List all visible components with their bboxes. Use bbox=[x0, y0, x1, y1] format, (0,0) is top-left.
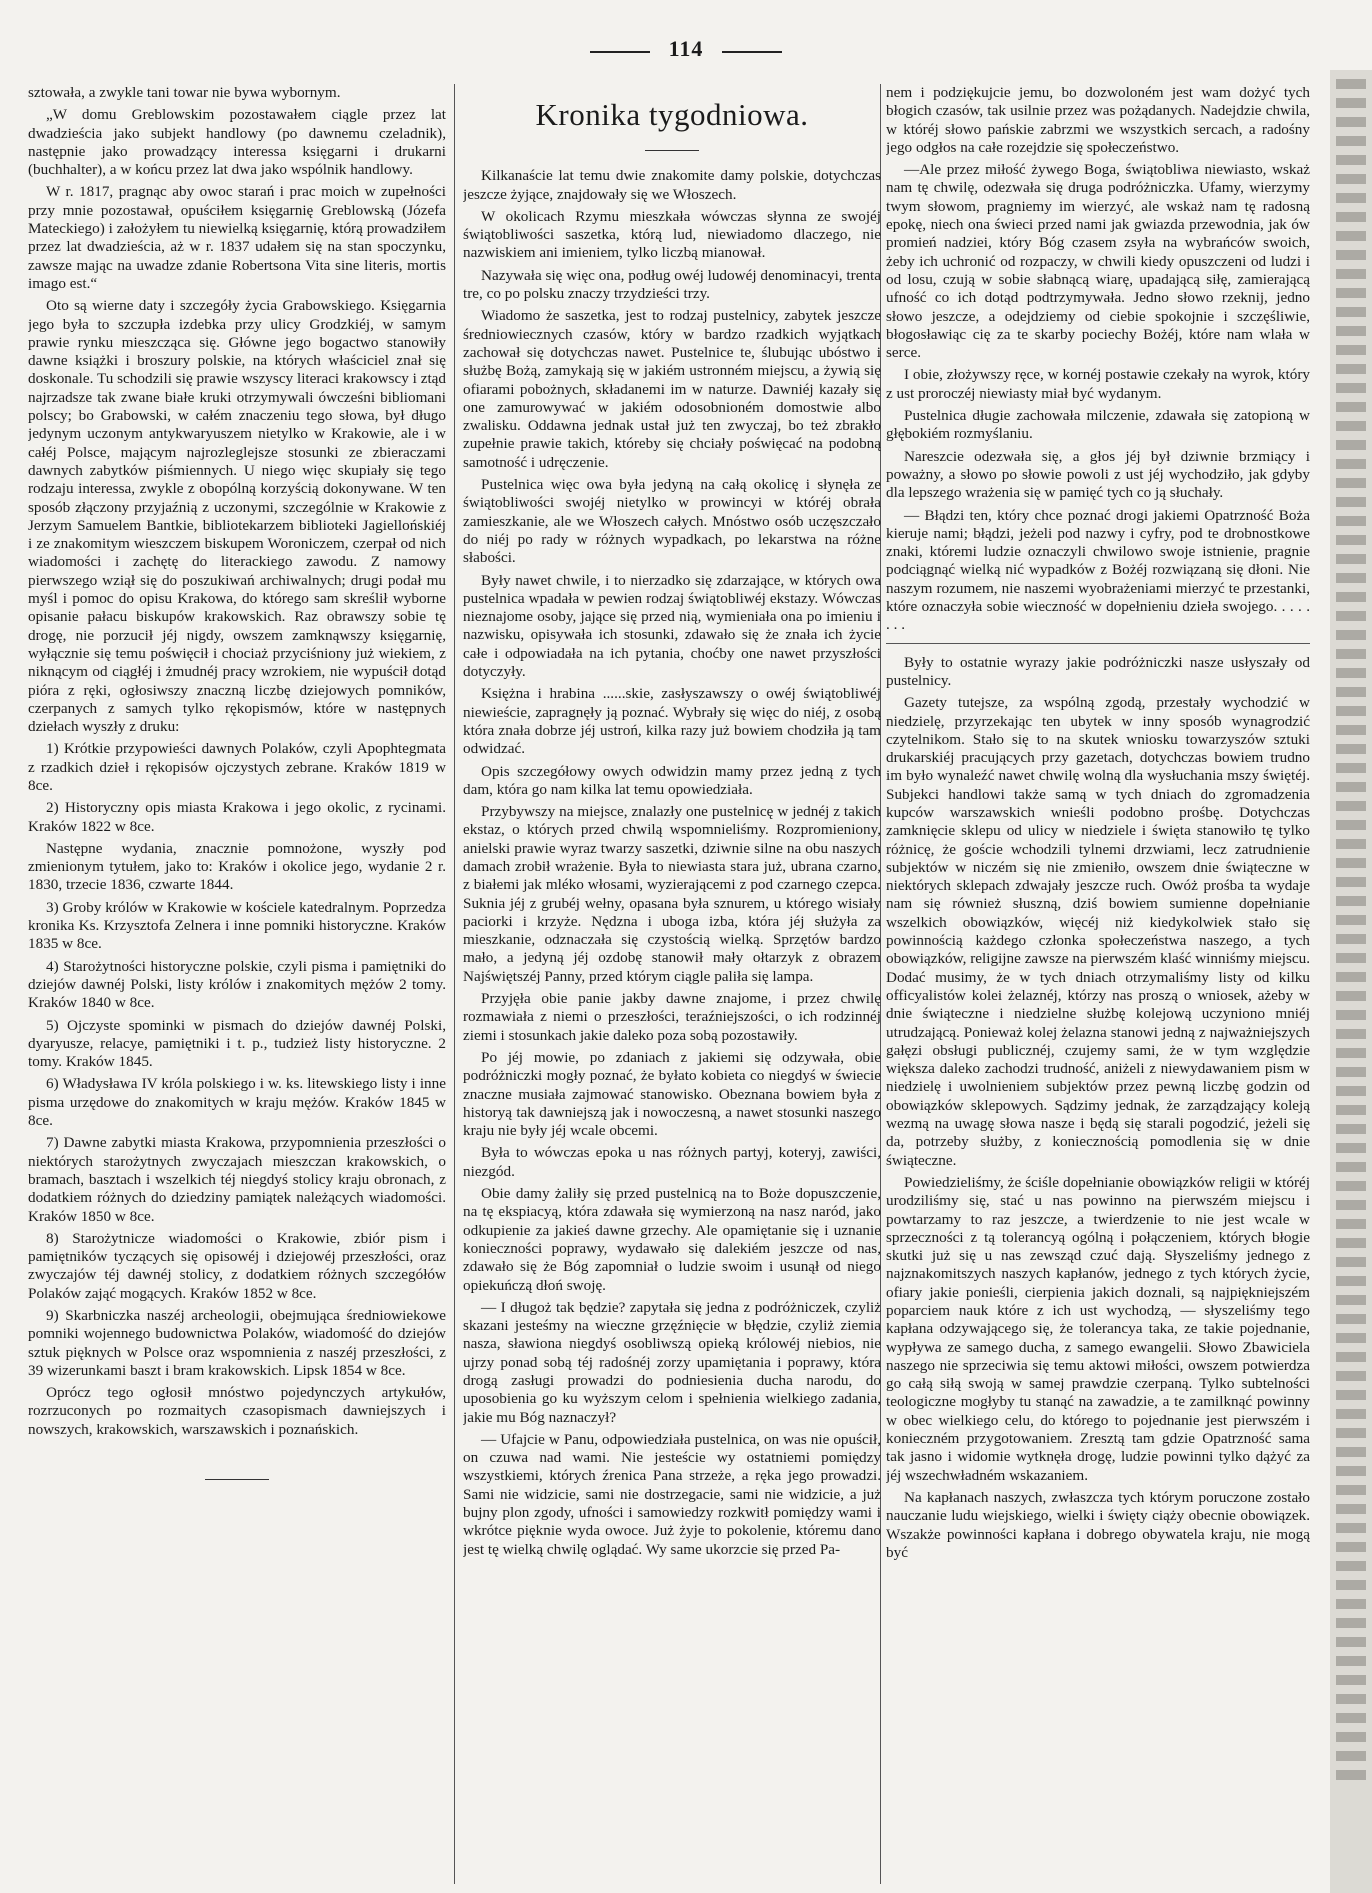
paragraph: Oprócz tego ogłosił mnóstwo pojedynczych artykułów, rozrzuconych po rozmaitych czasopismach dawniejszych i nowszych, krakowskich, warszawskich i poznańskich. bbox=[28, 1384, 446, 1438]
paragraph: Opis szczegółowy owych odwidzin mamy przez jedną z tych dam, która go nam kilka lat temu opowiedziała. bbox=[463, 762, 881, 798]
paragraph: — I długoż tak będzie? zapytała się jedna z podróżniczek, czyliż skazani jesteśmy na wieczne grzęźnięcie w błędzie, czyliż ziemia nasza, sławiona niegdyś osobliwszą opieką królowéj niebios, nie ujrzy ponad sobą téj radośnéj zorzy upamiętania i poprawy, która drogą zasługi prowadzi do podniesienia ducha narodu, do uposobienia go ku wyższym celom i spełnienia wielkiego zadania, jakie mu Bóg naznaczył? bbox=[463, 1298, 881, 1426]
section-divider bbox=[886, 643, 1310, 644]
paragraph: Była to wówczas epoka u nas różnych partyj, koteryj, zawiści, niezgód. bbox=[463, 1144, 881, 1180]
paragraph: — Ufajcie w Panu, odpowiedziała pustelnica, on was nie opuścił, on czuwa nad wami. Nie jesteście wy ostatniemi pomiędzy wszystkiemi, których źrenica Pana strzeże, a ręka jego prowadzi. Sami nie widzicie, sami nie dostrzegacie, sami nie widzicie, a już bujny plon zgody, ufności i samowiedzy rozkwitł pomiędzy wami i wkrótce pięknie wyda owoce. Już żyje to pokolenie, któremu dano jest tę wielką chwilę oglądać. Wy same ukorzcie się przed Pa- bbox=[463, 1430, 881, 1558]
paragraph: nem i podziękujcie jemu, bo dozwoloném jest wam dożyć tych błogich czasów, tak usilnie przez was pożądanych. Nadejdzie chwila, w któréj słowo pańskie zabrzmi we wszystkich sercach, a radośny jego odgłos na całe rozejdzie się społeczeństwo. bbox=[886, 84, 1310, 156]
paragraph: Kilkanaście lat temu dwie znakomite damy polskie, dotychczas jeszcze żyjące, znajdowały się we Włoszech. bbox=[463, 167, 881, 203]
paragraph: Księżna i hrabina ......skie, zasłyszawszy o owéj świątobliwéj niewieście, zapragnęły ją poznać. Wybrały się więc do niéj, z osobą która znała dobrze jéj ustroń, kilka razy już bowiem chodziła ją tam odwidzać. bbox=[463, 685, 881, 758]
paragraph: 1) Krótkie przypowieści dawnych Polaków, czyli Apophtegmata z rzadkich dzieł i rękopisów ojczystych zebrane. Kraków 1819 w 8ce. bbox=[28, 740, 446, 794]
paragraph: I obie, złożywszy ręce, w kornéj postawie czekały na wyrok, który z ust proroczéj niewiasty miał być wydanym. bbox=[886, 366, 1310, 402]
paragraph: W r. 1817, pragnąc aby owoc starań i prac moich w zupełności przy mnie pozostawał, opuściłem księgarnię Greblowską (Józefa Mateckiego) i założyłem tu niewielką księgarnię, którą prowadziłem przez lat dwadzieścia, aż w r. 1837 udałem się na stan spoczynku, zawsze mając na uwadze zdanie Robertsona Vita sine literis, mortis imago est.“ bbox=[28, 183, 446, 292]
paragraph: 2) Historyczny opis miasta Krakowa i jego okolic, z rycinami. Kraków 1822 w 8ce. bbox=[28, 799, 446, 835]
header-dash-right bbox=[722, 51, 782, 53]
paragraph: —Ale przez miłość żywego Boga, świątobliwa niewiasto, wskaż nam tę chwilę, odezwała się druga podróżniczka. Ufamy, wierzymy twym słowom, pragniemy im wierzyć, ale wskaż nam tę radosną epokę, niech ona świeci przed nami jak gwiazda przewodnia, jak ów promień nadziei, który Bóg czasem zsyła na wybrańców swoich, żeby ich uchronić od rozpaczy, w chwili kiedy opuszczeni od ludzi i od losu, czują w sobie słabnącą wiarę, upadającą siłę, zamierającą ufność co ich dotąd podtrzymywała. Jedno słowo rzeknij, jedno słowo jeszcze, a odejdziemy od ciebie spokojnie i szczęśliwie, błogosławiąc cię za te skarby pociechy Bożéj, które nam wlała w serce. bbox=[886, 161, 1310, 362]
paragraph: Powiedzieliśmy, że ściśle dopełnianie obowiązków religii w któréj urodziliśmy się, stać u nas powinno na pierwszém miejscu i powtarzamy to raz jeszcze, a twierdzenie to nie jest wcale w sprzeczności z tą tolerancyą ogólną i połączeniem, których błogie skutki już się u nas zewsząd czuć dają. Słyszeliśmy jednego z najznakomitszych naszych kapłanów, jednego z tych których życie, ofiary jakie ponieśli, cierpienia jakich doznali, są najpiękniejszém poparciem nauk które z ich ust wychodzą, — słyszeliśmy tego kapłana odzywającego się, że tolerancya taka, ze takie pojednanie, wypływa ze samego ducha, z samego ewangelii. Słowo Zbawiciela naszego nie sprzeciwia się temu aktowi miłości, owszem potwierdza go całą siłą swoją w samej prawdzie czerpaną. Tylko subtelności teologiczne mogłyby tu stanąć na zawadzie, a te zamilknąć powinny w obec wielkiego celu, do którego to pojednanie jest pierwszém i konieczném przygotowaniem. Zresztą tam gdzie Opatrzność sama tak jasno i widomie wytknęła drogę, ludzie powinni tylko dążyć za jéj wszechwładném wskazaniem. bbox=[886, 1173, 1310, 1484]
paragraph: 3) Groby królów w Krakowie w kościele katedralnym. Poprzedza kronika Ks. Krzysztofa Zelnera i inne pomniki historyczne. Kraków 1835 w 8ce. bbox=[28, 898, 446, 953]
paragraph: Nareszcie odezwała się, a głos jéj był dziwnie brzmiący i poważny, a słowo po słowie powoli z ust jéj wychodziło, jak gdyby dla lepszego wrażenia się w pamięć tych co ją słuchały. bbox=[886, 447, 1310, 502]
paragraph: Pustelnica długie zachowała milczenie, zdawała się zatopioną w głębokiém rozmyślaniu. bbox=[886, 407, 1310, 443]
paragraph: 8) Starożytnicze wiadomości o Krakowie, zbiór pism i pamiętników tyczących się opisowéj i dziejowéj przeszłości, oraz zwyczajów téj dawnéj stolicy, z dodatkiem różnych szczegółów Polaków zająć mogących. Kraków 1852 w 8ce. bbox=[28, 1229, 446, 1302]
paragraph: — Błądzi ten, który chce poznać drogi jakiemi Opatrzność Boża kieruje nami; błądzi, jeżeli pod nazwy i cyfry, pod te drobnostkowe znaki, któremi ludzie oznaczyli chwilowo swoje istnienie, pragnie podciągnąć wielką nić wypadków z Bożéj rozwiązaną się dłoni. Nie naszym rozumem, nie naszemi wyobrażeniami mierzyć te przestanki, które oznaczyła sobie wieczność w dopełnieniu dzieła swojego. . . . . . . . bbox=[886, 506, 1310, 634]
paragraph: Następne wydania, znacznie pomnożone, wyszły pod zmienionym tytułem, jako to: Kraków i okolice jego, wydanie 2 r. 1830, trzecie 1836, czwarte 1844. bbox=[28, 839, 446, 894]
title-rule bbox=[645, 150, 699, 151]
header-dash-left bbox=[590, 51, 650, 53]
paragraph: sztowała, a zwykle tani towar nie bywa wybornym. bbox=[28, 84, 341, 101]
paragraph: „W domu Greblowskim pozostawałem ciągle przez lat dwadzieścia jako subjekt handlowy (po dawnemu czeladnik), następnie jako prowadzący interessa księgarni i drukarni (buchhalter), a w końcu przez lat dwa jako wspólnik handlowy. bbox=[28, 106, 446, 179]
column-rule-left bbox=[454, 84, 455, 1884]
paragraph: Były to ostatnie wyrazy jakie podróżniczki nasze usłyszały od pustelnicy. bbox=[886, 653, 1310, 689]
paragraph: 9) Skarbniczka naszéj archeologii, obejmująca średniowiekowe pomniki wojennego budownictwa Polaków, wiadomość do dziejów sztuk pięknych w Polsce oraz wspomnienia z naszéj przeszłości, z 39 wizerunkami baszt i bram krakowskich. Lipsk 1854 w 8ce. bbox=[28, 1307, 446, 1379]
paragraph: Obie damy żaliły się przed pustelnicą na to Boże dopuszczenie, na tę ekspiacyą, która zdawała się wymierzoną na nasz naród, jako odkupienie za jakieś dawne grzechy. Ale opamiętanie się i uznanie konieczności poprawy, wydawało się dalekiém jeszcze od nas, zdawało się że Bóg zapomniał o ludzie swoim i usunął od niego opiekuńczą dłoń swoję. bbox=[463, 1185, 881, 1294]
paragraph: Nazywała się więc ona, podług owéj ludowéj denominacyi, trenta tre, co po polsku znaczy trzydzieści trzy. bbox=[463, 266, 881, 303]
section-end-rule bbox=[205, 1479, 269, 1480]
section-title: Kronika tygodniowa. bbox=[535, 97, 809, 132]
paragraph: Po jéj mowie, po zdaniach z jakiemi się odzywała, obie podróżniczki mogły poznać, że byłato kobieta co niegdyś w świecie znaczne musiała zajmować stanowisko. Obeznana bowiem była z historyą tak dawniejszą jak i nowoczesną, a nawet stosunki naszego kraju nie były jéj wcale obcemi. bbox=[463, 1048, 881, 1140]
page-header bbox=[0, 36, 1372, 62]
paragraph: Przyjęła obie panie jakby dawne znajome, i przez chwilę rozmawiała z niemi o przeszłości, teraźniejszości, o ich rodzinnéj ziemi i stosunkach jakie daleko poza sobą pozostawiły. bbox=[463, 990, 881, 1044]
paragraph: Były nawet chwile, i to nierzadko się zdarzające, w których owa pustelnica wpadała w pewien rodzaj świątobliwéj ekstazy. Wówczas nieznajome osoby, jające się przed nią, wymieniała ona po imieniu i nazwisku, opisywała ich stosunki, zdawało się że znała ich życie całe i odpowiadała na ich pytania, choćby one nawet przyszłości dotyczyły. bbox=[463, 571, 881, 681]
paragraph: Wiadomo że saszetka, jest to rodzaj pustelnicy, zabytek jeszcze średniowiecznych czasów, który w bardzo rzadkich wyjątkach zachował się dotychczas nawet. Pustelnice te, ślubując ubóstwo i służbę Bożą, zamykają się w jakiém ustronném miejscu, a żywią się ofiarami pobożnych, składanemi im w naturze. Dawniéj kazały się one zamurowywać w jakiém odosobnioném domostwie albo zwalisku. Oddawna jednak ustał już ten zwyczaj, bo też zbrakło zupełnie prawie takich, któreby się chciały poświęcać na podobną samotność i udręczenie. bbox=[463, 307, 881, 471]
paragraph: 6) Władysława IV króla polskiego i w. ks. litewskiego listy i inne pisma urzędowe do znakomitych w kraju mężów. Kraków 1845 w 8ce. bbox=[28, 1075, 446, 1130]
column-right bbox=[886, 84, 1310, 1884]
paragraph: 4) Starożytności historyczne polskie, czyli pisma i pamiętniki do dziejów dawnéj Polski, listy królów i znakomitych mężów 2 tomy. Kraków 1840 w 8ce. bbox=[28, 957, 446, 1012]
paragraph: 5) Ojczyste spominki w pismach do dziejów dawnéj Polski, dyaryusze, relacye, pamiętniki i t. p., tudzież listy historyczne. 2 tomy. Kraków 1845. bbox=[28, 1016, 446, 1071]
paragraph: Pustelnica więc owa była jedyną na całą okolicę i słynęła ze świątobliwości swojéj nietylko w prowincyi w któréj obrała zamieszkanie, ale we Włoszech całych. Mnóstwo osób uczęszczało do niéj po rady w różnych wypadkach, po lekarstwa na różne słabości. bbox=[463, 476, 881, 567]
paragraph: W okolicach Rzymu mieszkała wówczas słynna ze swojéj świątobliwości saszetka, którą lud, niewiadomo dlaczego, nie nazwiskiem ani imieniem, tylko liczbą mianował. bbox=[463, 207, 881, 262]
page-number: 114 bbox=[668, 36, 704, 61]
column-left bbox=[28, 84, 446, 1884]
paragraph: Na kapłanach naszych, zwłaszcza tych którym poruczone zostało nauczanie ludu wiejskiego, wielki i święty ciąży obecnie obowiązek. Wszakże powinności kapłana i dobrego obywatela kraju, nie mogą być bbox=[886, 1488, 1310, 1561]
paragraph: Gazety tutejsze, za wspólną zgodą, przestały wychodzić w niedzielę, przyrzekając ten ubytek w inny sposób wynagrodzić czytelnikom. Stało się to na skutek wniosku towarzyszów sztuki drukarskiéj pracujących przy gazetach, dotychczas bowiem trudno im było wynaleźć nawet chwilę wolną dla wysłuchania mszy świętéj. Subjekci handlowi także samą w tych dniach do zgromadzenia kupców warszawskich wnieśli podobno prośbę. Dotychczas zamknięcie sklepu od ulicy w niedziele i święta stanowiło tę tylko różnicę, że goście wchodzili tylnemi drzwiami, lecz zatrudnienie subjektów w niczém się nie zmieniło, owszem dnie świąteczne w niektórych sklepach zdwajały jeszcze ruch. Owóż prośba ta wydaje nam się również słuszną, dziś bowiem sumienne dopełnianie wszelkich obowiązków, więcéj niż kiedykolwiek stało się powinnością każdego członka społeczeństwa naszego, a tych obowiązków, religijne zawsze na pierwszém klaść winniśmy miejscu. Dodać musimy, że w tych dniach otrzymaliśmy listy od kilku officyalistów kolei żelaznéj, którzy nas proszą o wniosek, ażeby w dnie świąteczne i niedzielne służbę kolejową uczyniono mniéj utrudzającą. Ponieważ kolej żelazna stanowi jedną z najważniejszych gałęzi obsługi publicznéj, czujemy sami, że w tym względzie większa daleko zachodzi trudność, aniżeli z niewydawaniem pism w niedzielę i uwolnieniem subjektów przez pewną liczbę godzin od obowiązków sklepowych. Sądzimy jednak, że zarządzający koleją wezmą na uwagę słowa nasze i będą się starali pogodzić, jeżeli się da, potrzeby służby, z koniecznością pomodlenia się w dnie świąteczne. bbox=[886, 694, 1310, 1169]
paragraph: Przybywszy na miejsce, znalazły one pustelnicę w jednéj z takich ekstaz, o których przed chwilą wspomnieliśmy. Rozpromieniony, anielski prawie wyraz twarzy saszetki, dziwnie silne na obu naszych damach zrobił wrażenie. Była to niewiasta stara już, ubrana czarno, z białemi jak mléko włosami, wyzierającemi z pod czarnego czepca. Suknia jéj z grubéj wełny, opasana była sznurem, u którego wisiały paciorki i krzyże. Nędzna i uboga izba, która jéj służyła za mieszkanie, odznaczała się czystością wielką. Sprzętów bardzo mało, a jedyną jéj ozdobę stanowił mały ołtarzyk z obrazem Najświętszéj Panny, przed którym ciągle paliła się lampa. bbox=[463, 803, 881, 985]
adjacent-page-edge bbox=[1330, 70, 1372, 1893]
column-middle bbox=[463, 84, 881, 1884]
paragraph: 7) Dawne zabytki miasta Krakowa, przypomnienia przeszłości o niektórych starożytnych zwyczajach mieszczan krakowskich, o bramach, basztach i wszelkich téj niegdyś stolicy kraju obronach, z dodatkiem różnych do dziedziny pamiątek należących wiadomości. Kraków 1850 w 8ce. bbox=[28, 1134, 446, 1225]
paragraph: Oto są wierne daty i szczegóły życia Grabowskiego. Księgarnia jego była to szczupła izdebka przy ulicy Grodzkiéj, w samym prawie rynku mieszcząca się. Główne jego bogactwo stanowiły dawne książki i broszury polskie, na których właściciel znał się doskonale. Tu schodzili się prawie wszyscy literaci krakowscy i ztąd najrzadsze tak zwane białe kruki otrzymywali ówcześni bibliomani polscy; bo Grabowski, w całém znaczeniu tego słowa, był długo jedynym uczonym antykwaryuszem nietylko w Krakowie, ale i w całéj Polsce, mającym najrozleglejsze stosunki ze zbieraczami dawnych zabytków piśmiennych. U niego więc skupiały się tego rodzaju interessa, zwykle z obopólną korzyścią dokonywane. W ten sposób złączony przyjaźnią z uczonymi, szczególnie w Krakowie z Jerzym Samuelem Bantkie, bibliotekarzem biblioteki Jagiellońskiéj i ze znakomitym wieszczem biskupem Woroniczem, czerpał od nich wiadomości i zachętę do literackiego zawodu. Z namowy pierwszego wziął się do poszukiwań archiwalnych; drugi podał mu myśl i pomoc do opisu Krakowa, do którego sam skreślił wyborne opisanie pałacu biskupów krakowskich. Raz obrawszy sobie tę drogę, nie porzucił jéj nigdy, owszem zamknąwszy księgarnię, wyłącznie się temu poświęcił i chociaż przyciśniony już wiekiem, z niknącym od ciągłéj i żmudnéj pracy wzrokiem, nie wypuścił dotąd pióra z ręki, ogłosiwszy znaczną liczbę dziejowych pomników, czerpanych z samych tylko rękopismów, które w następnych dziełach wyszły z druku: bbox=[28, 297, 446, 736]
